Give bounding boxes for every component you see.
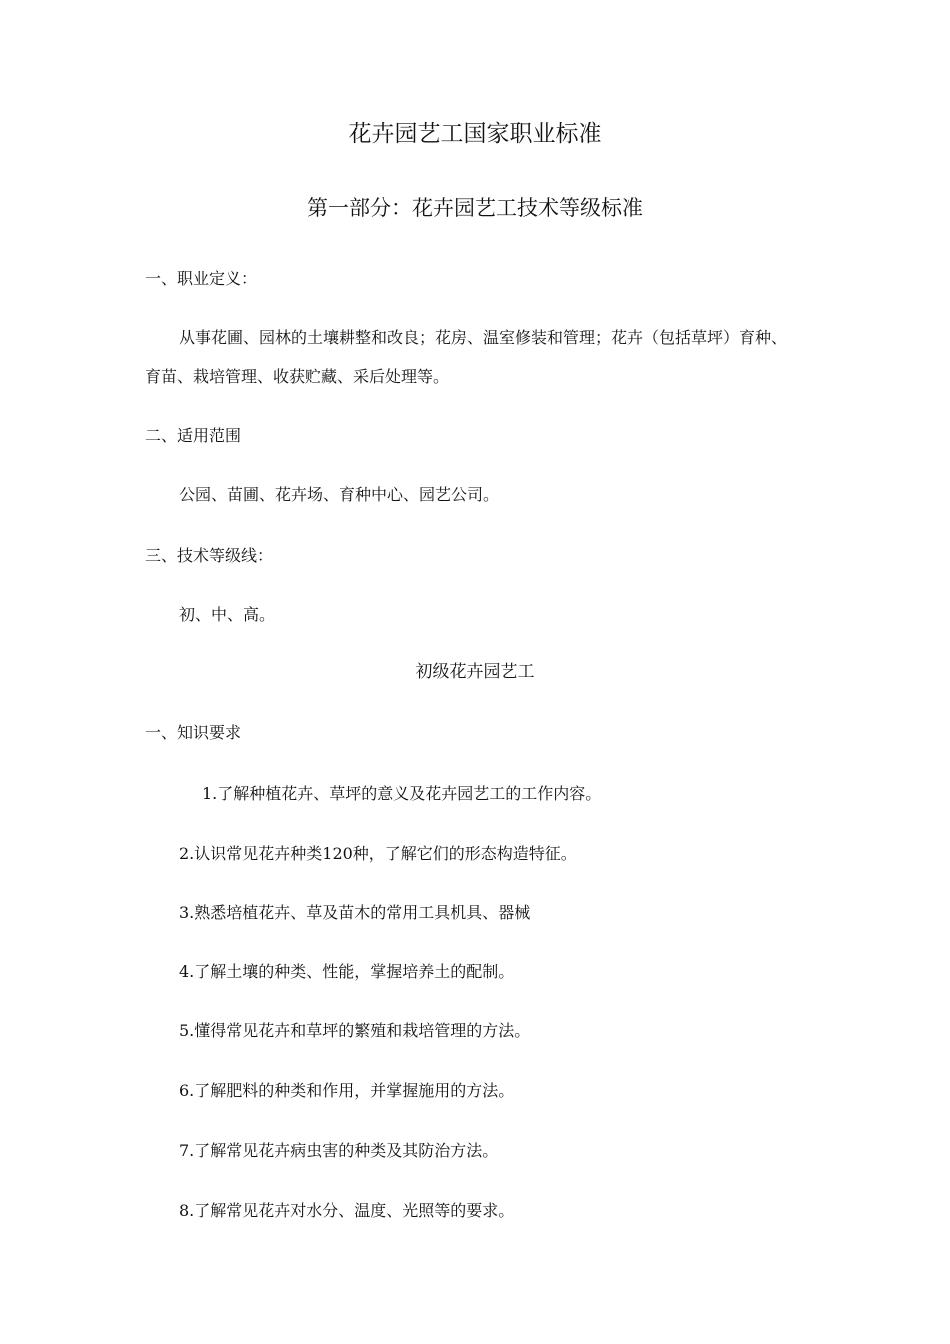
definition-heading: 一、职业定义： [145,269,258,288]
levels-heading: 三、技术等级线： [145,546,274,565]
definition-text-line2: 育苗、栽培管理、收获贮藏、采后处理等。 [145,367,450,386]
knowledge-item: 3.熟悉培植花卉、草及苗木的常用工具机具、器械 [179,903,531,922]
document-title: 花卉园艺工国家职业标准 [348,121,602,147]
knowledge-item: 2.认识常见花卉种类120种，了解它们的形态构造特征。 [179,844,577,863]
scope-text: 公园、苗圃、花卉场、育种中心、园艺公司。 [179,485,500,504]
knowledge-item: 5.懂得常见花卉和草坪的繁殖和栽培管理的方法。 [179,1021,531,1040]
knowledge-item: 1.了解种植花卉、草坪的意义及花卉园艺工的工作内容。 [202,784,602,803]
knowledge-item: 8.了解常见花卉对水分、温度、光照等的要求。 [179,1201,515,1220]
junior-heading: 初级花卉园艺工 [415,662,535,682]
knowledge-item: 4.了解土壤的种类、性能，掌握培养土的配制。 [179,962,515,981]
definition-text-line1: 从事花圃、园林的土壤耕整和改良；花房、温室修装和管理；花卉（包括草坪）育种、 [179,328,788,347]
document-subtitle: 第一部分：花卉园艺工技术等级标准 [307,196,643,220]
scope-heading: 二、适用范围 [145,426,242,445]
levels-text: 初、中、高。 [179,605,276,624]
knowledge-item: 6.了解肥料的种类和作用，并掌握施用的方法。 [179,1081,515,1100]
knowledge-item: 7.了解常见花卉病虫害的种类及其防治方法。 [179,1141,499,1160]
knowledge-heading: 一、知识要求 [145,723,242,742]
